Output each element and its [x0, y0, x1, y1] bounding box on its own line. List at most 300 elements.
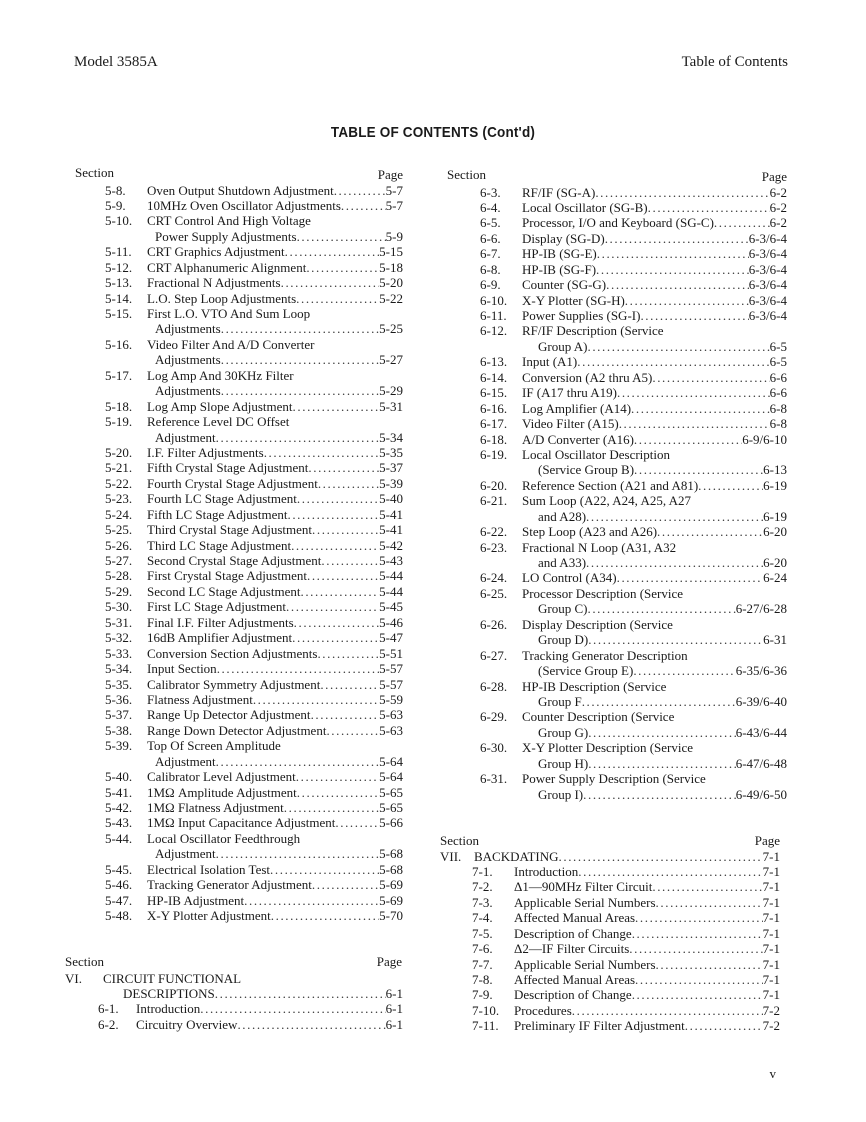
- toc-entry-page: 5-43: [379, 553, 403, 568]
- leader-dots: [634, 462, 763, 477]
- toc-entry-number: 5-16.: [105, 336, 133, 352]
- toc-entry: [75, 769, 403, 784]
- toc-entry-page: 6-6: [769, 369, 787, 385]
- toc-entry-page: 5-25: [379, 321, 403, 337]
- toc-entry-number: 6-3.: [480, 184, 501, 200]
- toc-entry-title: RF/IF (SG-A): [522, 184, 596, 200]
- toc-entry: [75, 414, 403, 429]
- toc-entry-title: Tracking Generator Adjustment: [147, 877, 312, 893]
- toc-entry-title: Input Section: [147, 661, 217, 677]
- section-label: Section: [440, 833, 479, 848]
- toc-entry: [447, 694, 787, 709]
- toc-entry-page: 6-39/6-40: [735, 693, 787, 709]
- leader-dots: [588, 725, 736, 740]
- toc-entry: [75, 908, 403, 923]
- toc-entry-page: 5-20: [379, 275, 403, 291]
- toc-entry: [75, 785, 403, 800]
- toc-entry: [75, 491, 403, 506]
- toc-entry-page: 6-3/6-4: [748, 308, 787, 323]
- toc-entry-title: Preliminary IF Filter Adjustment: [514, 1018, 685, 1034]
- leader-dots: [297, 491, 379, 506]
- toc-entry-page: 5-68: [379, 846, 403, 862]
- toc-entry-page: 5-51: [379, 645, 403, 661]
- toc-entry-title: IF (A17 thru A19): [522, 385, 617, 401]
- toc-entry-number: 6-4.: [480, 199, 501, 215]
- toc-entry-title: Third LC Stage Adjustment: [147, 537, 292, 553]
- toc-entry-page: 5-15: [379, 244, 403, 260]
- toc-entry-number: 5-40.: [105, 769, 133, 785]
- toc-entry: [440, 987, 780, 1002]
- toc-entry: [447, 293, 787, 308]
- toc-entry: [447, 462, 787, 477]
- toc-entry-page: 6-31: [763, 632, 787, 648]
- toc-entry-page: 6-3/6-4: [748, 261, 787, 277]
- chapter6-entries-list: [65, 971, 403, 1033]
- toc-entry: [447, 277, 787, 292]
- toc-entry-page: 5-57: [379, 676, 403, 692]
- toc-entry: [75, 460, 403, 475]
- toc-entry-page: 6-49/6-50: [735, 786, 787, 802]
- leader-dots: [221, 383, 379, 398]
- leader-dots: [341, 198, 386, 213]
- toc-entry-number: 5-44.: [105, 830, 133, 846]
- toc-entry-title: Local Oscillator (SG-B): [522, 199, 648, 215]
- toc-entry-title: L.O. Step Loop Adjustments: [147, 290, 297, 306]
- leader-dots: [596, 262, 749, 277]
- toc-entry: [75, 522, 403, 537]
- toc-entry-title: Sum Loop (A22, A24, A25, A27: [522, 493, 692, 509]
- header-model: Model 3585A: [74, 54, 158, 70]
- leader-dots: [264, 445, 379, 460]
- toc-entry-number: 5-21.: [105, 460, 133, 476]
- toc-entry-title: Video Filter And A/D Converter: [147, 336, 315, 352]
- toc-entry-title: Group D): [538, 632, 589, 648]
- toc-entry-title: X-Y Plotter (SG-H): [522, 292, 625, 308]
- leader-dots: [572, 1003, 763, 1018]
- toc-entry-number: 7-1.: [472, 863, 493, 879]
- toc-entry-number: 6-13.: [480, 354, 508, 370]
- toc-entry-title: RF/IF Description (Service: [522, 323, 664, 339]
- toc-entry-title: Display (SG-D): [522, 230, 605, 246]
- toc-entry-page: 5-29: [379, 383, 403, 399]
- toc-entry: [440, 910, 780, 925]
- toc-entry-title: Conversion Section Adjustments: [147, 645, 318, 661]
- leader-dots: [292, 630, 379, 645]
- toc-entry-number: 5-31.: [105, 614, 133, 630]
- toc-entry: [447, 432, 787, 447]
- toc-entry-number: 7-8.: [472, 972, 493, 987]
- toc-entry: [447, 215, 787, 230]
- leader-dots: [583, 787, 736, 802]
- toc-entry-title: Display Description (Service: [522, 616, 673, 632]
- leader-dots: [685, 1018, 763, 1033]
- toc-entry: [75, 615, 403, 630]
- toc-entry-page: 5-70: [379, 908, 403, 924]
- leader-dots: [586, 555, 763, 570]
- toc-entry: [447, 586, 787, 601]
- toc-entry: [75, 507, 403, 522]
- toc-entry: [75, 275, 403, 290]
- toc-entry-number: 5-26.: [105, 537, 133, 553]
- toc-entry: [447, 231, 787, 246]
- toc-entry-page: 7-1: [762, 910, 780, 926]
- toc-entry-number: 5-43.: [105, 815, 133, 831]
- toc-entry-number: 6-10.: [480, 292, 508, 308]
- section-label: Section: [75, 165, 114, 180]
- toc-entry-title: (Service Group B): [538, 462, 635, 478]
- leader-dots: [200, 1001, 385, 1016]
- toc-entry-number: 6-7.: [480, 246, 501, 262]
- toc-entry-title: 10MHz Oven Oscillator Adjustments: [147, 197, 341, 213]
- toc-entry-page: 7-1: [762, 879, 780, 895]
- toc-entry-title: Group H): [538, 755, 589, 771]
- leader-dots: [321, 553, 379, 568]
- toc-entry: [65, 1001, 403, 1016]
- leader-dots: [714, 215, 770, 230]
- toc-entry: [75, 213, 403, 228]
- toc-entry-number: 6-22.: [480, 524, 508, 540]
- toc-entry-title: Group G): [538, 724, 589, 740]
- toc-entry: [75, 352, 403, 367]
- toc-entry-title: CIRCUIT FUNCTIONAL: [103, 970, 242, 986]
- leader-dots: [253, 692, 379, 707]
- leader-dots: [698, 478, 763, 493]
- toc-entry-title: First Crystal Stage Adjustment: [147, 568, 307, 584]
- toc-entry-page: 5-47: [379, 630, 403, 646]
- toc-entry-page: 5-44: [379, 583, 403, 599]
- toc-entry-page: 7-1: [762, 972, 780, 987]
- leader-dots: [270, 862, 379, 877]
- toc-entry-page: 5-27: [379, 352, 403, 368]
- toc-entry: [447, 709, 787, 724]
- toc-entry-number: 5-34.: [105, 661, 133, 677]
- leader-dots: [656, 895, 763, 910]
- toc-entry-number: 7-10.: [472, 1002, 500, 1018]
- toc-entry-title: Adjustments: [155, 383, 221, 399]
- toc-entry-title: Circuitry Overview: [136, 1016, 238, 1032]
- toc-entry-title: Counter Description (Service: [522, 709, 675, 725]
- toc-entry-number: 5-10.: [105, 213, 133, 229]
- toc-entry-number: 5-13.: [105, 275, 133, 291]
- toc-entry-page: 6-6: [769, 385, 787, 401]
- toc-entry-page: 6-35/6-36: [735, 663, 787, 679]
- toc-entry-title: HP-IB Adjustment: [147, 892, 245, 908]
- page-label: Page: [377, 167, 403, 182]
- toc-entry-title: Adjustment: [155, 429, 216, 445]
- toc-entry-title: Description of Change: [514, 987, 632, 1003]
- leader-dots: [300, 584, 379, 599]
- toc-entry-number: 5-37.: [105, 707, 133, 723]
- toc-entry-title: Reference Level DC Offset: [147, 414, 290, 430]
- toc-entry: [447, 740, 787, 755]
- toc-entry-title: CRT Control And High Voltage: [147, 213, 311, 229]
- toc-entry: [75, 831, 403, 846]
- leader-dots: [597, 246, 749, 261]
- toc-entry-title: BACKDATING: [474, 848, 559, 864]
- toc-entry-number: 5-45.: [105, 861, 133, 877]
- toc-entry-page: 5-69: [379, 877, 403, 893]
- toc-entry-title: 1MΩ Amplitude Adjustment: [147, 784, 297, 800]
- toc-entry: [447, 570, 787, 585]
- toc-entry-number: 5-39.: [105, 738, 133, 754]
- toc-entry-page: 5-42: [379, 537, 403, 553]
- toc-entry-number: 6-31.: [480, 771, 508, 787]
- leader-dots: [215, 986, 386, 1001]
- toc-entry-page: 7-1: [762, 863, 780, 879]
- leader-dots: [306, 260, 379, 275]
- toc-entry-number: 5-28.: [105, 568, 133, 584]
- toc-entry: [75, 445, 403, 460]
- toc-entry-page: 6-19: [763, 477, 787, 493]
- toc-entry-title: HP-IB Description (Service: [522, 678, 667, 694]
- toc-entry-title: and A28): [538, 508, 587, 524]
- toc-entry-title: LO Control (A34): [522, 570, 617, 586]
- leader-dots: [633, 663, 735, 678]
- leader-dots: [617, 570, 764, 585]
- leader-dots: [216, 430, 379, 445]
- toc-entry-number: 5-41.: [105, 784, 133, 800]
- leader-dots: [657, 524, 763, 539]
- leader-dots: [582, 694, 736, 709]
- toc-entry-page: 5-63: [379, 722, 403, 738]
- toc-entry: [440, 864, 780, 879]
- toc-entry: [75, 661, 403, 676]
- toc-entry: [75, 692, 403, 707]
- leader-dots: [617, 385, 770, 400]
- toc-entry-page: 5-7: [385, 197, 403, 213]
- toc-entry-page: 5-40: [379, 491, 403, 507]
- toc-entry: [75, 337, 403, 352]
- leader-dots: [221, 321, 379, 336]
- toc-entry-number: 6-28.: [480, 678, 508, 694]
- toc-entry-page: 6-9/6-10: [742, 431, 787, 447]
- toc-entry: [447, 540, 787, 555]
- toc-entry-number: 5-22.: [105, 475, 133, 491]
- toc-entry-number: 5-18.: [105, 398, 133, 414]
- leader-dots: [294, 615, 379, 630]
- toc-entry-number: 5-15.: [105, 306, 133, 321]
- toc-entry: [75, 599, 403, 614]
- leader-dots: [217, 661, 379, 676]
- chapter7-entries-list: [440, 849, 780, 1034]
- toc-entry: [440, 941, 780, 956]
- leader-dots: [296, 291, 379, 306]
- toc-entry-page: 5-37: [379, 460, 403, 476]
- toc-entry-title: Calibrator Symmetry Adjustment: [147, 676, 321, 692]
- toc-entry-number: VI.: [65, 970, 82, 986]
- toc-entry-title: Local Oscillator Feedthrough: [147, 830, 301, 846]
- toc-entry-page: 5-63: [379, 707, 403, 723]
- toc-entry-title: Adjustment: [155, 753, 216, 769]
- toc-entry-number: 5-11.: [105, 244, 132, 260]
- toc-entry-title: Log Amplifier (A14): [522, 400, 632, 416]
- leader-dots: [318, 476, 379, 491]
- leader-dots: [244, 893, 379, 908]
- leader-dots: [635, 910, 763, 925]
- toc-entry-page: 6-1: [385, 985, 403, 1001]
- toc-entry-number: 5-27.: [105, 553, 133, 568]
- toc-entry: [65, 971, 403, 986]
- toc-entry-title: Power Supplies (SG-I): [522, 308, 641, 323]
- toc-entry-number: 6-17.: [480, 416, 508, 432]
- toc-entry-page: 5-45: [379, 599, 403, 615]
- toc-entry-page: 5-31: [379, 398, 403, 414]
- toc-entry-page: 5-39: [379, 475, 403, 491]
- toc-entry: [75, 321, 403, 336]
- toc-entry-page: 6-20: [763, 555, 787, 570]
- toc-entry-title: Input (A1): [522, 354, 578, 370]
- leader-dots: [320, 677, 379, 692]
- toc-entry-page: 5-41: [379, 506, 403, 522]
- toc-entry: [75, 754, 403, 769]
- toc-entry: [75, 383, 403, 398]
- toc-entry-title: Top Of Screen Amplitude: [147, 738, 281, 754]
- toc-entry-page: 5-66: [379, 815, 403, 831]
- leader-dots: [652, 370, 769, 385]
- leader-dots: [312, 877, 379, 892]
- toc-entry: [75, 229, 403, 244]
- toc-entry-title: Fourth LC Stage Adjustment: [147, 491, 297, 507]
- toc-entry-number: 5-47.: [105, 892, 133, 908]
- toc-entry-number: 5-30.: [105, 599, 133, 615]
- toc-entry: [440, 972, 780, 987]
- leader-dots: [605, 231, 749, 246]
- toc-entry-number: 5-42.: [105, 800, 133, 815]
- toc-entry-number: 5-8.: [105, 182, 126, 198]
- page-label: Page: [754, 833, 780, 848]
- toc-entry-page: 6-2: [769, 215, 787, 231]
- toc-entry-title: Affected Manual Areas: [514, 972, 636, 987]
- toc-entry-title: Final I.F. Filter Adjustments: [147, 614, 294, 630]
- toc-entry: [75, 877, 403, 892]
- leader-dots: [632, 987, 763, 1002]
- toc-entry-title: Oven Output Shutdown Adjustment: [147, 182, 334, 198]
- toc-entry-title: Adjustments: [155, 321, 221, 337]
- toc-entry-page: 6-8: [769, 416, 787, 432]
- toc-entry-number: 5-48.: [105, 908, 133, 924]
- toc-entry-page: 6-13: [763, 462, 787, 478]
- toc-entry: [75, 538, 403, 553]
- toc-entry-title: Applicable Serial Numbers: [514, 894, 656, 910]
- toc-entry-number: 6-6.: [480, 230, 501, 246]
- leader-dots: [284, 800, 379, 815]
- toc-entry-title: Fractional N Loop (A31, A32: [522, 539, 677, 555]
- leader-dots: [317, 646, 379, 661]
- toc-entry: [447, 725, 787, 740]
- page-number: v: [769, 1066, 776, 1081]
- leader-dots: [640, 308, 748, 323]
- toc-entry: [75, 476, 403, 491]
- leader-dots: [606, 277, 749, 292]
- toc-entry-title: Processor, I/O and Keyboard (SG-C): [522, 215, 714, 231]
- toc-entry-number: 5-46.: [105, 877, 133, 893]
- toc-entry: [75, 584, 403, 599]
- leader-dots: [326, 723, 379, 738]
- toc-entry-number: 5-17.: [105, 367, 133, 383]
- page-title: TABLE OF CONTENTS (Cont'd): [330, 124, 536, 141]
- toc-entry-number: 6-15.: [480, 385, 508, 401]
- toc-entry-page: 6-3/6-4: [748, 277, 787, 293]
- toc-entry: [440, 957, 780, 972]
- toc-entry-number: 5-20.: [105, 444, 133, 460]
- toc-entry-title: Procedures: [514, 1002, 572, 1018]
- toc-entry: [447, 354, 787, 369]
- toc-entry: [440, 1003, 780, 1018]
- toc-entry-title: Video Filter (A15): [522, 416, 619, 432]
- toc-entry-number: 5-19.: [105, 414, 133, 430]
- toc-entry: [75, 646, 403, 661]
- toc-entry: [447, 509, 787, 524]
- toc-entry-page: 6-43/6-44: [735, 724, 787, 740]
- toc-entry-title: Introduction: [136, 1001, 201, 1017]
- toc-entry-number: 6-24.: [480, 570, 508, 586]
- page-label: Page: [761, 169, 787, 184]
- toc-entry-title: HP-IB (SG-E): [522, 246, 597, 262]
- leader-dots: [237, 1017, 385, 1032]
- section-label: Section: [447, 167, 486, 182]
- toc-entry-number: 5-33.: [105, 645, 133, 661]
- toc-entry: [447, 339, 787, 354]
- toc-entry: [447, 308, 787, 323]
- toc-entry-number: 7-4.: [472, 910, 493, 926]
- toc-entry-number: 5-9.: [105, 197, 126, 213]
- toc-entry-title: Range Down Detector Adjustment: [147, 722, 327, 738]
- toc-entry-title: Adjustments: [155, 352, 221, 368]
- toc-entry-page: 7-1: [762, 848, 780, 864]
- toc-entry-page: 5-44: [379, 568, 403, 584]
- toc-entry-title: Tracking Generator Description: [522, 647, 688, 663]
- toc-entry-title: Flatness Adjustment: [147, 691, 253, 707]
- toc-entry: [75, 677, 403, 692]
- toc-entry-number: 5-35.: [105, 676, 133, 692]
- toc-entry-page: 7-2: [762, 1002, 780, 1018]
- toc-entry: [75, 738, 403, 753]
- toc-entry-page: 5-41: [379, 522, 403, 538]
- toc-entry-title: First LC Stage Adjustment: [147, 599, 287, 615]
- toc-entry-page: 5-35: [379, 444, 403, 460]
- leader-dots: [296, 769, 379, 784]
- toc-entry-title: Fifth Crystal Stage Adjustment: [147, 460, 309, 476]
- toc-entry-number: 7-6.: [472, 941, 493, 957]
- toc-entry-title: X-Y Plotter Description (Service: [522, 740, 693, 756]
- toc-entry-number: 6-26.: [480, 616, 508, 632]
- toc-entry: [75, 815, 403, 830]
- toc-entry-title: Third Crystal Stage Adjustment: [147, 522, 313, 538]
- leader-dots: [634, 432, 742, 447]
- toc-entry: [65, 986, 403, 1001]
- toc-entry-number: 5-25.: [105, 522, 133, 538]
- toc-entry-number: 6-8.: [480, 261, 501, 277]
- toc-entry-number: 6-2.: [98, 1016, 119, 1032]
- toc-entry-title: CRT Graphics Adjustment: [147, 244, 285, 260]
- left-entries-list: [75, 183, 403, 924]
- toc-entry-title: Log Amp Slope Adjustment: [147, 398, 293, 414]
- toc-entry-number: 7-7.: [472, 956, 493, 972]
- toc-entry: [447, 555, 787, 570]
- section-label: Section: [65, 954, 104, 969]
- toc-entry: [75, 260, 403, 275]
- toc-entry-number: 5-24.: [105, 506, 133, 522]
- toc-entry-page: 6-2: [769, 184, 787, 200]
- toc-entry-title: X-Y Plotter Adjustment: [147, 908, 271, 924]
- right-column: [447, 167, 787, 802]
- toc-entry-page: 6-20: [763, 524, 787, 540]
- toc-entry-number: 5-14.: [105, 290, 133, 306]
- toc-entry-page: 7-1: [762, 956, 780, 972]
- toc-entry-number: 7-9.: [472, 987, 493, 1003]
- leader-dots: [308, 460, 379, 475]
- toc-entry-number: 6-29.: [480, 709, 508, 725]
